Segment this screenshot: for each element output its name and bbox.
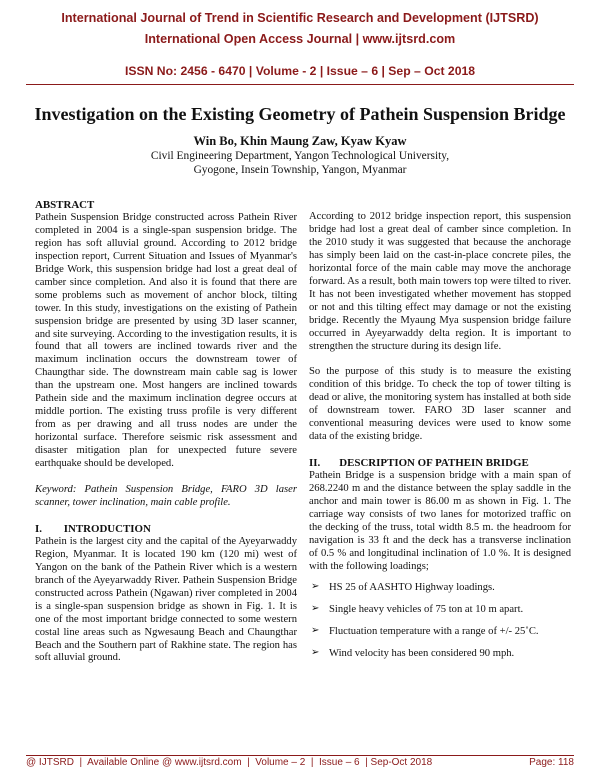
affiliation-line-1: Civil Engineering Department, Yangon Technological University, bbox=[150, 150, 450, 162]
paper-authors: Win Bo, Khin Maung Zaw, Kyaw Kyaw bbox=[193, 134, 407, 148]
issn-line: ISSN No: 2456 - 6470 | Volume - 2 | Issue – 6 | Sep – Oct 2018 bbox=[124, 64, 476, 78]
right-paragraph-2: So the purpose of this study is to measure the existing condition of this bridge. To check the top of tower tilting is dead or alive, the monitoring system has installed at both side of downstream tower. FARO 3D laser scanner and conventional measuring devices were used to know some data of the existing bridge. bbox=[309, 366, 571, 443]
list-item: ➢ HS 25 of AASHTO Highway loadings. bbox=[311, 580, 495, 593]
arrow-bullet-icon: ➢ bbox=[311, 602, 320, 614]
arrow-bullet-icon: ➢ bbox=[311, 580, 320, 592]
list-item: ➢ Fluctuation temperature with a range of +/- 25˚C. bbox=[311, 624, 539, 637]
page-footer bbox=[26, 757, 574, 773]
journal-subtitle: International Open Access Journal | www.ijtsrd.com bbox=[144, 32, 456, 46]
affiliation-line-2: Gyogone, Insein Township, Yangon, Myanmar bbox=[193, 164, 407, 176]
paper-affiliation bbox=[0, 149, 600, 177]
introduction-text: Pathein is the largest city and the capital of the Ayeyarwaddy Region, Myanmar. It is located 190 km (120 mi) west of Yangon on the bank of the Pathein River which is a western branch of the Ayeyarwaddy River. Pathein Suspension Bridge constructed across Pathein (Ngawan) river completed in 2004 is a single-span suspension bridge as shown in Fig. 1. It is one of the most important bridge connected to some western costal line areas such as Ngwesaung Beach and Chaungthar Beach and the Southern part of Rakhine state. The region has soft alluvial ground. bbox=[35, 535, 297, 664]
header-rule bbox=[26, 84, 574, 85]
list-item: ➢ Single heavy vehicles of 75 ton at 10 m apart. bbox=[311, 602, 524, 615]
left-column bbox=[35, 199, 297, 665]
abstract-text: Pathein Suspension Bridge constructed across Pathein River completed in 2004 is a single-span suspension bridge. The region has soft alluvial ground. According to 2012 bridge inspection report, Current Situation and Issues of Myanmar's Bridge Work, this suspension bridge had lost a great deal of camber since completion. And also it is found that there are some problems such as movement of anchor block, tilting tower. In this study, investigations on the existing of Pathein suspension bridge are presented by using 3D laser scanner, and site surveying. According to the investigation results, it is found that all towers are inclined towards river and the maximum inclination occurs the downstream tower of Chaungthar side. The downstream main cable sag is lower than the upstream one. Most hangers are inclined towards Pathein side and the maximum inclination degree occurs at middle portion. The existing truss profile is very different from as per drawing and all truss nodes are under the horizontal surface. Therefore seismic risk assessment and disaster mitigation plan for unexpected future severe earthquake should be developed. bbox=[35, 211, 297, 470]
paper-title: Investigation on the Existing Geometry of Pathein Suspension Bridge bbox=[34, 104, 566, 124]
arrow-bullet-icon: ➢ bbox=[311, 624, 320, 636]
loading-list bbox=[309, 582, 571, 661]
right-paragraph-1: According to 2012 bridge inspection report, this suspension bridge had lost a great deal of camber since completion. In the 2010 study it was suggested that because the anchorage has simply been laid on the cast-in-place concrete piles, the horizontal force of the main cable may move the anchorage forward. As a result, both main towers top were tilted to river. It has not been investigated whether movement has stopped or not and this tilting effect may damage or not the existing bridge. Recently the Myaung Mya suspension bridge failure occurred in Ayeyarwaddy delta region. It is important to strengthen the structure during its design life. bbox=[309, 211, 571, 352]
page-number: Page: 118 bbox=[529, 757, 574, 768]
right-column bbox=[309, 211, 571, 670]
abstract-heading: ABSTRACT bbox=[35, 199, 95, 211]
keywords: Keyword: Pathein Suspension Bridge, FARO 3D laser scanner, tower inclination, main cable profile. bbox=[35, 484, 297, 508]
introduction-heading: I. INTRODUCTION bbox=[35, 522, 151, 535]
section-2-heading: II. DESCRIPTION OF PATHEIN BRIDGE bbox=[309, 457, 529, 470]
footer-left: @ IJTSRD | Available Online @ www.ijtsrd.com | Volume – 2 | Issue – 6 | Sep-Oct 2018 bbox=[26, 757, 433, 768]
journal-title: International Journal of Trend in Scientific Research and Development (IJTSRD) bbox=[61, 11, 539, 25]
footer-rule bbox=[26, 755, 574, 756]
arrow-bullet-icon: ➢ bbox=[311, 646, 320, 658]
section-2-text: Pathein Bridge is a suspension bridge with a main span of 268.2240 m and the distance between the splay saddle in the anchor and main tower is 86.00 m as shown in Fig. 1. The carriage way consists of two lanes for motorized traffic on the decking of the truss, total width 8.5 m. the headroom for navigation is 33 ft and the deck has a transverse inclination of 0.5 % and longitudinal inclination of 1.0 %. It is designed with the following loadings; bbox=[309, 470, 571, 572]
list-item: ➢ Wind velocity has been considered 90 mph. bbox=[311, 646, 515, 659]
